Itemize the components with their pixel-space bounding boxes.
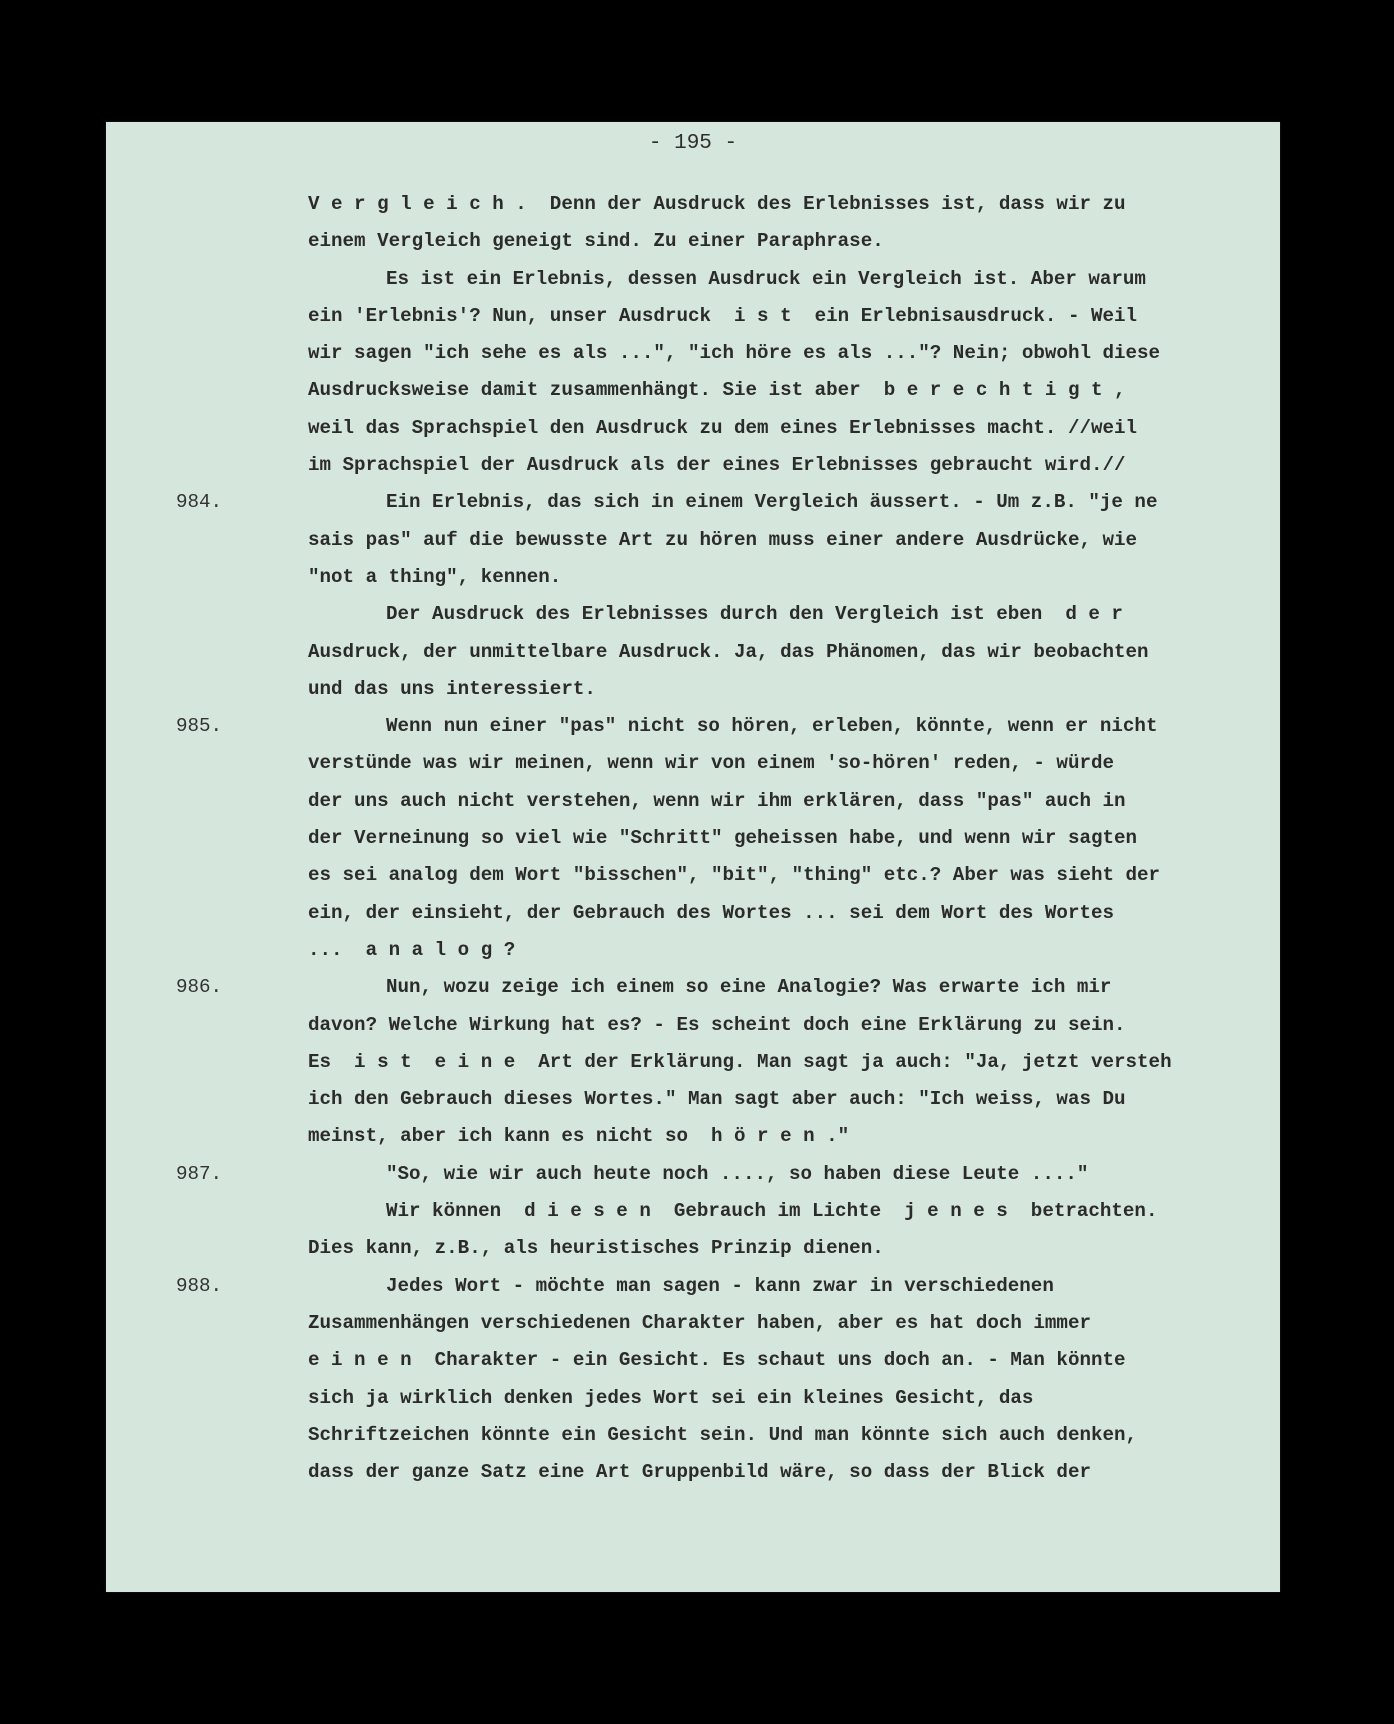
text-line bbox=[106, 745, 1280, 782]
line-text: Es ist ein Erlebnis, dessen Ausdruck ein Vergleich ist. Aber warum bbox=[386, 267, 1146, 290]
line-text: der Verneinung so viel wie "Schritt" geheissen habe, und wenn wir sagten bbox=[308, 827, 1138, 850]
line-text: Wir können d i e s e n Gebrauch im Lichte j e n e s betrachten. bbox=[386, 1200, 1158, 1223]
text-line bbox=[106, 932, 1280, 969]
line-text: einem Vergleich geneigt sind. Zu einer Paraphrase. bbox=[308, 230, 884, 253]
text-line bbox=[106, 1454, 1280, 1491]
text-line bbox=[106, 634, 1280, 671]
line-text: Ein Erlebnis, das sich in einem Vergleich äussert. - Um z.B. "je ne bbox=[386, 491, 1158, 514]
line-text: Der Ausdruck des Erlebnisses durch den Vergleich ist eben d e r bbox=[386, 603, 1123, 626]
text-line bbox=[106, 1417, 1280, 1454]
line-text: es sei analog dem Wort "bisschen", "bit", "thing" etc.? Aber was sieht der bbox=[308, 864, 1161, 887]
line-text: Schriftzeichen könnte ein Gesicht sein. Und man könnte sich auch denken, bbox=[308, 1423, 1138, 1446]
line-text: ... a n a l o g ? bbox=[308, 938, 516, 961]
line-text: ein 'Erlebnis'? Nun, unser Ausdruck i s t ein Erlebnisausdruck. - Weil bbox=[308, 304, 1138, 327]
text-line bbox=[106, 1268, 1280, 1305]
remark-number: 985. bbox=[176, 715, 223, 738]
line-text: "So, wie wir auch heute noch ...., so haben diese Leute ...." bbox=[386, 1162, 1089, 1185]
text-line bbox=[106, 410, 1280, 447]
line-text: dass der ganze Satz eine Art Gruppenbild wäre, so dass der Blick der bbox=[308, 1461, 1091, 1484]
text-line bbox=[106, 223, 1280, 260]
text-line bbox=[106, 1230, 1280, 1267]
line-text: und das uns interessiert. bbox=[308, 677, 596, 700]
page-number: - 195 - bbox=[648, 132, 738, 155]
text-line bbox=[106, 857, 1280, 894]
line-text: Ausdrucksweise damit zusammenhängt. Sie ist aber b e r e c h t i g t , bbox=[308, 379, 1126, 402]
line-text: weil das Sprachspiel den Ausdruck zu dem eines Erlebnisses macht. //weil bbox=[308, 416, 1138, 439]
text-line bbox=[106, 1305, 1280, 1342]
line-text: "not a thing", kennen. bbox=[308, 565, 562, 588]
line-text: Wenn nun einer "pas" nicht so hören, erleben, könnte, wenn er nicht bbox=[386, 715, 1158, 738]
line-text: Ausdruck, der unmittelbare Ausdruck. Ja, das Phänomen, das wir beobachten bbox=[308, 640, 1149, 663]
text-line bbox=[106, 447, 1280, 484]
text-line bbox=[106, 1380, 1280, 1417]
text-line bbox=[106, 261, 1280, 298]
line-text: Zusammenhängen verschiedenen Charakter haben, aber es hat doch immer bbox=[308, 1311, 1091, 1334]
text-line bbox=[106, 186, 1280, 223]
line-text: der uns auch nicht verstehen, wenn wir ihm erklären, dass "pas" auch in bbox=[308, 789, 1126, 812]
text-line bbox=[106, 1156, 1280, 1193]
line-text: V e r g l e i c h . Denn der Ausdruck des Erlebnisses ist, dass wir zu bbox=[308, 193, 1126, 215]
line-text: ich den Gebrauch dieses Wortes." Man sagt aber auch: "Ich weiss, was Du bbox=[308, 1088, 1126, 1111]
line-text: e i n e n Charakter - ein Gesicht. Es schaut uns doch an. - Man könnte bbox=[308, 1349, 1126, 1372]
text-line bbox=[106, 484, 1280, 521]
line-text: Jedes Wort - möchte man sagen - kann zwar in verschiedenen bbox=[386, 1274, 1054, 1297]
text-line bbox=[106, 783, 1280, 820]
line-text: wir sagen "ich sehe es als ...", "ich höre es als ..."? Nein; obwohl diese bbox=[308, 342, 1161, 365]
text-line bbox=[106, 335, 1280, 372]
line-text: sais pas" auf die bewusste Art zu hören muss einer andere Ausdrücke, wie bbox=[308, 528, 1138, 551]
text-line bbox=[106, 708, 1280, 745]
text-line bbox=[106, 522, 1280, 559]
line-text: Nun, wozu zeige ich einem so eine Analogie? Was erwarte ich mir bbox=[386, 976, 1112, 999]
line-text: im Sprachspiel der Ausdruck als der eines Erlebnisses gebraucht wird.// bbox=[308, 454, 1126, 477]
body-text bbox=[106, 186, 1280, 1491]
text-line bbox=[106, 1118, 1280, 1155]
remark-number: 986. bbox=[176, 976, 223, 999]
text-line bbox=[106, 895, 1280, 932]
remark-number: 984. bbox=[176, 491, 223, 514]
text-line bbox=[106, 969, 1280, 1006]
line-text: verstünde was wir meinen, wenn wir von einem 'so-hören' reden, - würde bbox=[308, 752, 1115, 775]
remark-number: 987. bbox=[176, 1162, 223, 1185]
line-text: meinst, aber ich kann es nicht so h ö r e n ." bbox=[308, 1125, 850, 1148]
line-text: davon? Welche Wirkung hat es? - Es scheint doch eine Erklärung zu sein. bbox=[308, 1013, 1126, 1036]
line-text: Es i s t e i n e Art der Erklärung. Man sagt ja auch: "Ja, jetzt versteh bbox=[308, 1050, 1172, 1073]
typescript-page bbox=[106, 122, 1280, 1592]
text-line bbox=[106, 1081, 1280, 1118]
line-text: Dies kann, z.B., als heuristisches Prinzip dienen. bbox=[308, 1237, 884, 1260]
text-line bbox=[106, 1007, 1280, 1044]
text-line bbox=[106, 1342, 1280, 1379]
text-line bbox=[106, 820, 1280, 857]
line-text: ein, der einsieht, der Gebrauch des Wortes ... sei dem Wort des Wortes bbox=[308, 901, 1115, 924]
text-line bbox=[106, 1193, 1280, 1230]
line-text: sich ja wirklich denken jedes Wort sei ein kleines Gesicht, das bbox=[308, 1386, 1034, 1409]
text-line bbox=[106, 298, 1280, 335]
remark-number: 988. bbox=[176, 1274, 223, 1297]
text-line bbox=[106, 1044, 1280, 1081]
text-line bbox=[106, 559, 1280, 596]
text-line bbox=[106, 671, 1280, 708]
text-line bbox=[106, 596, 1280, 633]
text-line bbox=[106, 372, 1280, 409]
